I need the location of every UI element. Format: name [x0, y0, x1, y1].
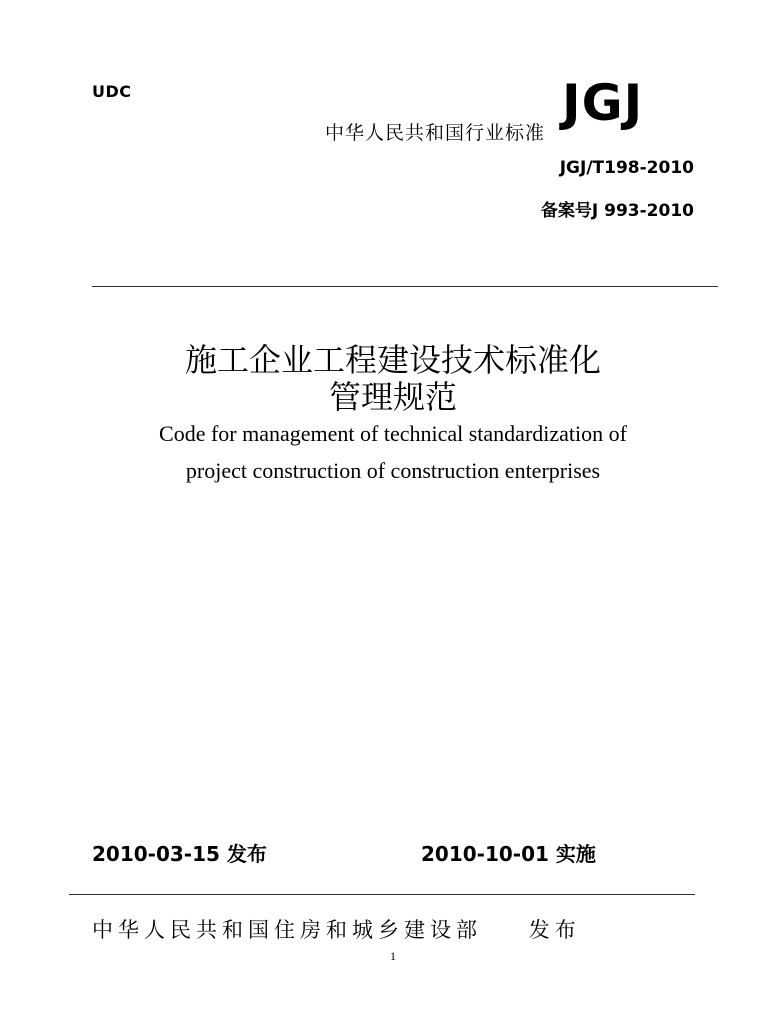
publisher: 中华人民共和国住房和城乡建设部 发布 — [92, 918, 581, 942]
title-en-line2: project construction of construction enterprises — [185, 458, 601, 483]
effective-date: 2010-10-01 实施 — [421, 842, 596, 866]
page-number: 1 — [390, 949, 396, 963]
jgj-logo: JGJ — [562, 74, 644, 132]
title-cn-line2: 管理规范 — [328, 378, 457, 416]
udc-label: UDC — [92, 82, 132, 101]
industry-standard-label: 中华人民共和国行业标准 — [325, 122, 546, 144]
standard-number: JGJ/T198-2010 — [559, 158, 694, 178]
title-cn-line1: 施工企业工程建设技术标准化 — [184, 341, 601, 379]
top-divider — [92, 286, 718, 287]
record-number: 备案号J 993-2010 — [540, 201, 694, 221]
bottom-divider — [69, 894, 695, 895]
issue-date: 2010-03-15 发布 — [92, 842, 267, 866]
title-en-line1: Code for management of technical standardization of — [159, 421, 627, 446]
